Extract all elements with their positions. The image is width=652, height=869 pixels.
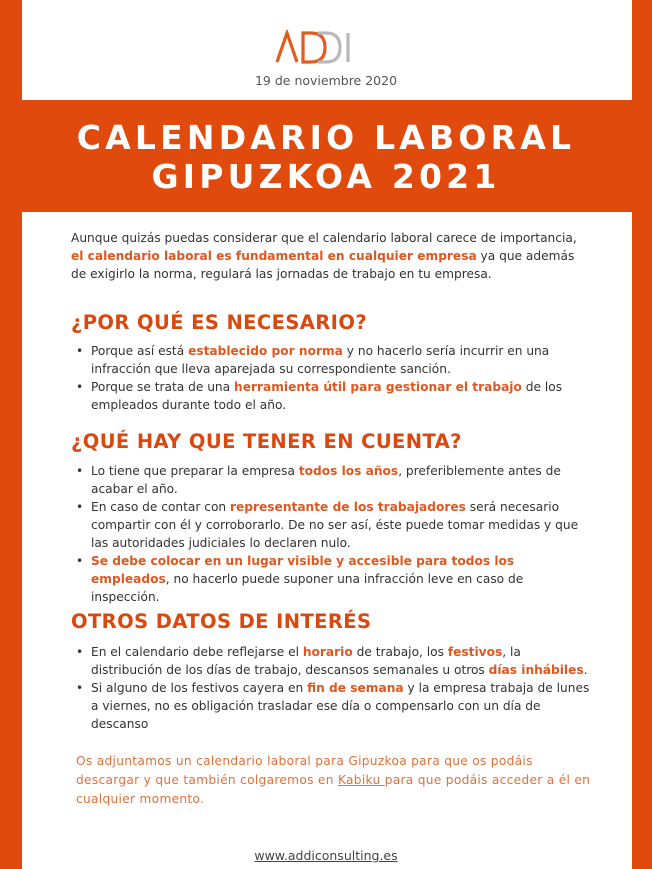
intro-paragraph (71, 229, 591, 283)
intro-text-end: ya que además de exigirlo la norma, regulará las jornadas de trabajo en tu empresa. (71, 249, 575, 281)
list-item: • Lo tiene que preparar la empresa todos los años, preferiblemente antes de acabar el año. (71, 462, 591, 498)
closing-paragraph: Os adjuntamos un calendario laboral para Gipuzkoa para que os podáis descargar y que también colgaremos en Kabiku para que podáis acceder a él en cualquier momento. (76, 754, 591, 806)
page-title-line1: CALENDARIO LABORAL (76, 118, 576, 157)
section-otros-datos-list (71, 643, 591, 733)
list-item: • Porque se trata de una herramienta útil para gestionar el trabajo de los empleados durante todo el año. (71, 378, 591, 414)
title-banner (0, 100, 652, 212)
intro-highlight: el calendario laboral es fundamental en cualquier empresa (71, 249, 477, 263)
section-heading-necesario: ¿POR QUÉ ES NECESARIO? (71, 311, 368, 334)
list-item: • Se debe colocar en un lugar visible y accesible para todos los empleados, no hacerlo puede suponer una infracción leve en caso de inspección. (71, 552, 591, 606)
section-tener-en-cuenta-list (71, 462, 591, 606)
section-necesario-list (71, 342, 591, 414)
website-link[interactable]: www.addiconsulting.es (254, 848, 398, 863)
list-item: • En caso de contar con representante de los trabajadores será necesario compartir con él y corroborarlo. De no ser así, éste puede tomar medidas y que las autoridades judiciales lo declaren nulo. (71, 498, 591, 552)
page-title-line2: GIPUZKOA 2021 (151, 157, 501, 196)
section-heading-tener-en-cuenta: ¿QUÉ HAY QUE TENER EN CUENTA? (71, 430, 462, 453)
list-item: • Si alguno de los festivos cayera en fin de semana y la empresa trabaja de lunes a viernes, no es obligación trasladar ese día o compensarlo con un día de descanso (71, 679, 591, 733)
list-item: • Porque así está establecido por norma y no hacerlo sería incurrir en una infracción que lleva aparejada su correspondiente sanción. (71, 342, 591, 378)
list-item: • En el calendario debe reflejarse el horario de trabajo, los festivos, la distribución de los días de trabajo, descansos semanales u otros días inhábiles. (71, 643, 591, 679)
publication-date: 19 de noviembre 2020 (254, 73, 398, 88)
section-heading-otros-datos: OTROS DATOS DE INTERÉS (71, 610, 372, 633)
footer (0, 848, 652, 863)
addi-logo-icon (275, 30, 355, 64)
intro-text: Aunque quizás puedas considerar que el calendario laboral carece de importancia, (71, 231, 577, 245)
addi-logo (275, 30, 355, 64)
kabiku-link[interactable]: Kabiku (337, 773, 385, 787)
